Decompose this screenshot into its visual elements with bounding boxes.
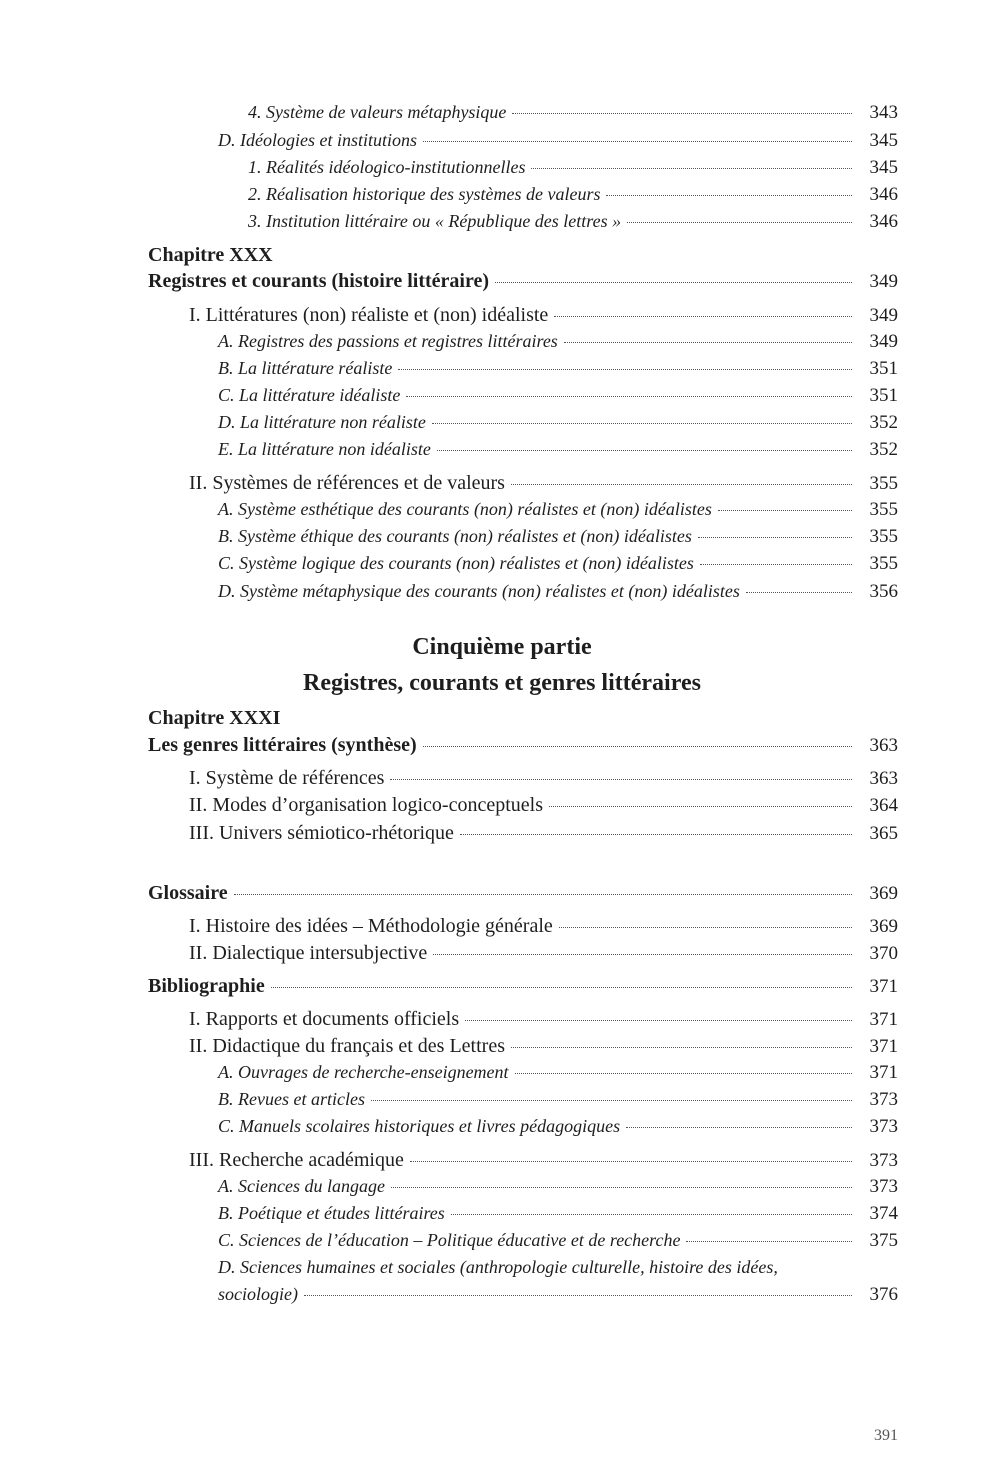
toc-entry[interactable] <box>0 331 1004 353</box>
toc-entry-title: C. Manuels scolaires historiques et livres pédagogiques <box>218 1116 621 1136</box>
toc-entry-title: C. La littérature idéaliste <box>218 385 401 405</box>
dot-leader <box>433 954 852 955</box>
dot-leader <box>410 1161 852 1162</box>
toc-entry-title: B. Système éthique des courants (non) réalistes et (non) idéalistes <box>218 526 692 546</box>
toc-entry[interactable] <box>0 184 1004 206</box>
chapter-30-page: 349 <box>869 271 898 292</box>
dot-leader <box>549 806 852 807</box>
toc-entry-page: 346 <box>869 184 898 205</box>
dot-leader <box>511 484 852 485</box>
dot-leader <box>554 316 852 317</box>
toc-entry-page: 352 <box>869 439 898 460</box>
toc-entry-title: II. Modes d’organisation logico-conceptuels <box>189 794 543 816</box>
toc-entry-title: A. Ouvrages de recherche-enseignement <box>218 1062 509 1082</box>
toc-entry[interactable] <box>0 794 1004 817</box>
toc-entry-page: 373 <box>869 1150 898 1171</box>
dot-leader <box>718 510 852 511</box>
chapter-31-label: Chapitre XXXI <box>148 707 281 729</box>
toc-entry-page: 355 <box>869 473 898 494</box>
dot-leader <box>398 369 852 370</box>
toc-entry-page: 373 <box>869 1116 898 1137</box>
toc-entry-page: 349 <box>869 331 898 352</box>
dot-leader <box>700 564 852 565</box>
toc-entry-page: 364 <box>869 795 898 816</box>
dot-leader <box>515 1073 852 1074</box>
toc-entry-page: 355 <box>869 499 898 520</box>
dot-leader <box>511 1047 852 1048</box>
last-entry-line2[interactable] <box>0 1284 1004 1306</box>
last-entry-title-line1: D. Sciences humaines et sociales (anthropologie culturelle, histoire des idées, <box>218 1257 778 1277</box>
toc-entry-title: C. Sciences de l’éducation – Politique éducative et de recherche <box>218 1230 681 1250</box>
toc-entry[interactable] <box>0 385 1004 407</box>
bibliography-page: 371 <box>869 976 898 997</box>
toc-entry-title: II. Didactique du français et des Lettres <box>189 1035 505 1057</box>
dot-leader <box>627 222 852 223</box>
toc-entry[interactable] <box>0 1116 1004 1138</box>
dot-leader <box>391 1187 852 1188</box>
toc-entry-page: 352 <box>869 412 898 433</box>
dot-leader <box>390 779 852 780</box>
toc-entry[interactable] <box>0 581 1004 603</box>
toc-entry-page: 371 <box>869 1009 898 1030</box>
toc-entry-page: 363 <box>869 768 898 789</box>
toc-entry-page: 373 <box>869 1089 898 1110</box>
toc-entry[interactable] <box>0 439 1004 461</box>
toc-entry-page: 371 <box>869 1036 898 1057</box>
toc-entry[interactable] <box>0 915 1004 938</box>
glossary-title: Glossaire <box>148 882 228 904</box>
toc-entry[interactable] <box>0 822 1004 845</box>
toc-entry[interactable] <box>0 499 1004 521</box>
toc-entry[interactable] <box>0 1176 1004 1198</box>
toc-entry[interactable] <box>0 1230 1004 1252</box>
dot-leader <box>531 168 852 169</box>
dot-leader <box>495 282 852 283</box>
chapter-31-page: 363 <box>869 735 898 756</box>
toc-entry[interactable] <box>0 1089 1004 1111</box>
dot-leader <box>271 987 852 988</box>
toc-entry-title: A. Sciences du langage <box>218 1176 385 1196</box>
toc-entry-title: I. Littératures (non) réaliste et (non) idéaliste <box>189 304 549 326</box>
dot-leader <box>406 396 852 397</box>
toc-entry-title: 2. Réalisation historique des systèmes de valeurs <box>248 184 601 204</box>
chapter-30-label: Chapitre XXX <box>148 244 273 266</box>
part-5-subtitle: Registres, courants et genres littéraires <box>303 670 701 696</box>
toc-entry-page: 346 <box>869 211 898 232</box>
last-entry-line1[interactable] <box>0 1257 1004 1278</box>
toc-entry-page: 373 <box>869 1176 898 1197</box>
toc-entry-page: 351 <box>869 385 898 406</box>
dot-leader <box>423 141 852 142</box>
toc-entry[interactable] <box>0 767 1004 790</box>
toc-entry-title: A. Registres des passions et registres littéraires <box>218 331 558 351</box>
toc-entry-title: 3. Institution littéraire ou « République des lettres » <box>248 211 622 231</box>
dot-leader <box>234 894 852 895</box>
toc-entry-title: E. La littérature non idéaliste <box>218 439 431 459</box>
toc-entry-page: 349 <box>869 305 898 326</box>
dot-leader <box>559 927 852 928</box>
toc-entry-page: 345 <box>869 157 898 178</box>
toc-entry-title: 4. Système de valeurs métaphysique <box>248 102 507 122</box>
chapter-30-entry[interactable] <box>0 270 1004 293</box>
toc-entry-page: 369 <box>869 916 898 937</box>
dot-leader <box>746 592 852 593</box>
last-entry-page: 376 <box>869 1284 898 1305</box>
toc-entry-page: 345 <box>869 130 898 151</box>
dot-leader <box>512 113 852 114</box>
toc-entry[interactable] <box>0 553 1004 575</box>
chapter-30-title: Registres et courants (histoire littéraire) <box>148 270 490 292</box>
toc-entry-title: II. Dialectique intersubjective <box>189 942 428 964</box>
dot-leader <box>451 1214 852 1215</box>
toc-entry-title: C. Système logique des courants (non) réalistes et (non) idéalistes <box>218 553 694 573</box>
toc-entry-title: D. Idéologies et institutions <box>218 130 417 150</box>
toc-entry[interactable] <box>0 130 1004 152</box>
dot-leader <box>686 1241 852 1242</box>
toc-entry-page: 371 <box>869 1062 898 1083</box>
toc-entry-title: II. Systèmes de références et de valeurs <box>189 472 505 494</box>
toc-entry[interactable] <box>0 472 1004 495</box>
toc-entry-title: I. Histoire des idées – Méthodologie générale <box>189 915 553 937</box>
toc-entry[interactable] <box>0 412 1004 434</box>
toc-entry[interactable] <box>0 942 1004 965</box>
folio-page-number: 391 <box>874 1427 898 1444</box>
toc-entry[interactable] <box>0 304 1004 327</box>
toc-entry[interactable] <box>0 1203 1004 1225</box>
dot-leader <box>564 342 852 343</box>
toc-entry-page: 355 <box>869 553 898 574</box>
toc-entry-page: 343 <box>869 102 898 123</box>
toc-entry-title: A. Système esthétique des courants (non) réalistes et (non) idéalistes <box>218 499 712 519</box>
toc-entry-page: 375 <box>869 1230 898 1251</box>
toc-entry-title: D. Système métaphysique des courants (non) réalistes et (non) idéalistes <box>218 581 740 601</box>
dot-leader <box>432 423 852 424</box>
toc-entry[interactable] <box>0 1008 1004 1031</box>
bibliography-title: Bibliographie <box>148 975 265 997</box>
toc-entry-title: I. Système de références <box>189 767 385 789</box>
toc-entry[interactable] <box>0 211 1004 233</box>
part-5-heading: Cinquième partie <box>412 634 592 660</box>
glossary-page: 369 <box>869 883 898 904</box>
dot-leader <box>437 450 852 451</box>
toc-entry-page: 356 <box>869 581 898 602</box>
dot-leader <box>460 834 852 835</box>
dot-leader <box>626 1127 852 1128</box>
toc-entry[interactable] <box>0 526 1004 548</box>
bibliography-entry[interactable] <box>0 975 1004 998</box>
chapter-31-title: Les genres littéraires (synthèse) <box>148 734 417 756</box>
toc-entry[interactable] <box>0 1062 1004 1084</box>
dot-leader <box>698 537 852 538</box>
toc-entry-title: 1. Réalités idéologico-institutionnelles <box>248 157 526 177</box>
toc-entry-page: 374 <box>869 1203 898 1224</box>
toc-entry-page: 351 <box>869 358 898 379</box>
toc-entry-page: 365 <box>869 823 898 844</box>
toc-entry[interactable] <box>0 1035 1004 1058</box>
dot-leader <box>423 746 852 747</box>
dot-leader <box>371 1100 852 1101</box>
toc-entry-title: B. La littérature réaliste <box>218 358 393 378</box>
toc-entry-title: B. Poétique et études littéraires <box>218 1203 445 1223</box>
toc-entry[interactable] <box>0 1149 1004 1172</box>
last-entry-title-line2: sociologie) <box>218 1284 298 1304</box>
dot-leader <box>465 1020 852 1021</box>
dot-leader <box>606 195 852 196</box>
toc-entry-title: I. Rapports et documents officiels <box>189 1008 460 1030</box>
chapter-31-entry[interactable] <box>0 734 1004 757</box>
toc-entry-page: 370 <box>869 943 898 964</box>
toc-entry-page: 355 <box>869 526 898 547</box>
toc-entry[interactable] <box>0 102 1004 124</box>
toc-entry[interactable] <box>0 157 1004 179</box>
dot-leader <box>304 1295 852 1296</box>
glossary-entry[interactable] <box>0 882 1004 905</box>
toc-entry[interactable] <box>0 358 1004 380</box>
toc-entry-title: D. La littérature non réaliste <box>218 412 426 432</box>
toc-entry-title: III. Univers sémiotico-rhétorique <box>189 822 454 844</box>
toc-entry-title: III. Recherche académique <box>189 1149 404 1171</box>
toc-entry-title: B. Revues et articles <box>218 1089 365 1109</box>
